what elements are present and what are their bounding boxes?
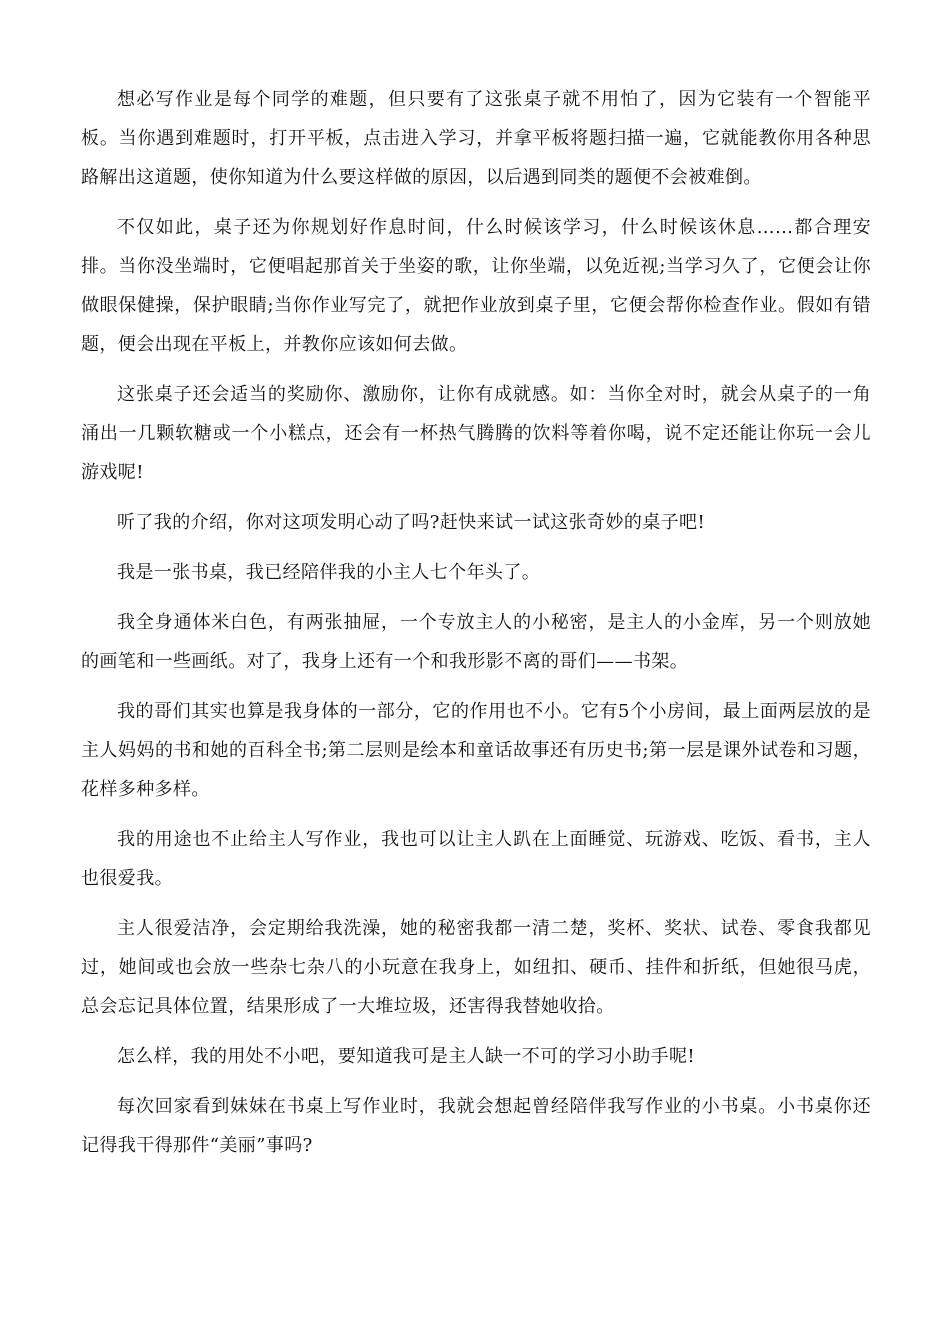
document-body (81, 80, 871, 1176)
paragraph-3: 这张桌子还会适当的奖励你、激励你，让你有成就感。如：当你全对时，就会从桌子的一角涌出一几颗软糖或一个小糕点，还会有一杯热气腾腾的饮料等着你喝，说不定还能让你玩一会儿游戏呢! (81, 384, 871, 483)
paragraph-7: 我的哥们其实也算是我身体的一部分，它的作用也不小。它有5个小房间，最上面两层放的是主人妈妈的书和她的百科全书;第二层则是绘本和童话故事还有历史书;第一层是课外试卷和习题，花样多种多样。 (81, 701, 871, 800)
paragraph-2: 不仅如此，桌子还为你规划好作息时间，什么时候该学习，什么时候该休息……都合理安排。当你没坐端时，它便唱起那首关于坐姿的歌，让你坐端，以免近视;当学习久了，它便会让你做眼保健操，保护眼睛;当你作业写完了，就把作业放到桌子里，它便会帮你检查作业。假如有错题，便会出现在平板上，并教你应该如何去做。 (81, 217, 871, 355)
paragraph-10: 怎么样，我的用处不小吧，要知道我可是主人缺一不可的学习小助手呢! (117, 1046, 696, 1067)
paragraph-8: 我的用途也不止给主人写作业，我也可以让主人趴在上面睡觉、玩游戏、吃饭、看书，主人也很爱我。 (81, 829, 871, 889)
paragraph-9: 主人很爱洁净，会定期给我洗澡，她的秘密我都一清二楚，奖杯、奖状、试卷、零食我都见过，她间或也会放一些杂七杂八的小玩意在我身上，如纽扣、硬币、挂件和折纸，但她很马虎，总会忘记具体位置，结果形成了一大堆垃圾，还害得我替她收拾。 (81, 918, 871, 1017)
paragraph-6: 我全身通体米白色，有两张抽屉，一个专放主人的小秘密，是主人的小金库，另一个则放她的画笔和一些画纸。对了，我身上还有一个和我形影不离的哥们——书架。 (81, 612, 871, 672)
paragraph-4: 听了我的介绍，你对这项发明心动了吗?赶快来试一试这张奇妙的桌子吧! (117, 512, 706, 533)
paragraph-11: 每次回家看到妹妹在书桌上写作业时，我就会想起曾经陪伴我写作业的小书桌。小书桌你还记得我干得那件“美丽”事吗? (81, 1096, 871, 1156)
paragraph-1: 想必写作业是每个同学的难题，但只要有了这张桌子就不用怕了，因为它装有一个智能平板。当你遇到难题时，打开平板，点击进入学习，并拿平板将题扫描一遍，它就能教你用各种思路解出这道题，使你知道为什么要这样做的原因，以后遇到同类的题便不会被难倒。 (81, 89, 871, 188)
paragraph-5: 我是一张书桌，我已经陪伴我的小主人七个年头了。 (117, 562, 541, 583)
